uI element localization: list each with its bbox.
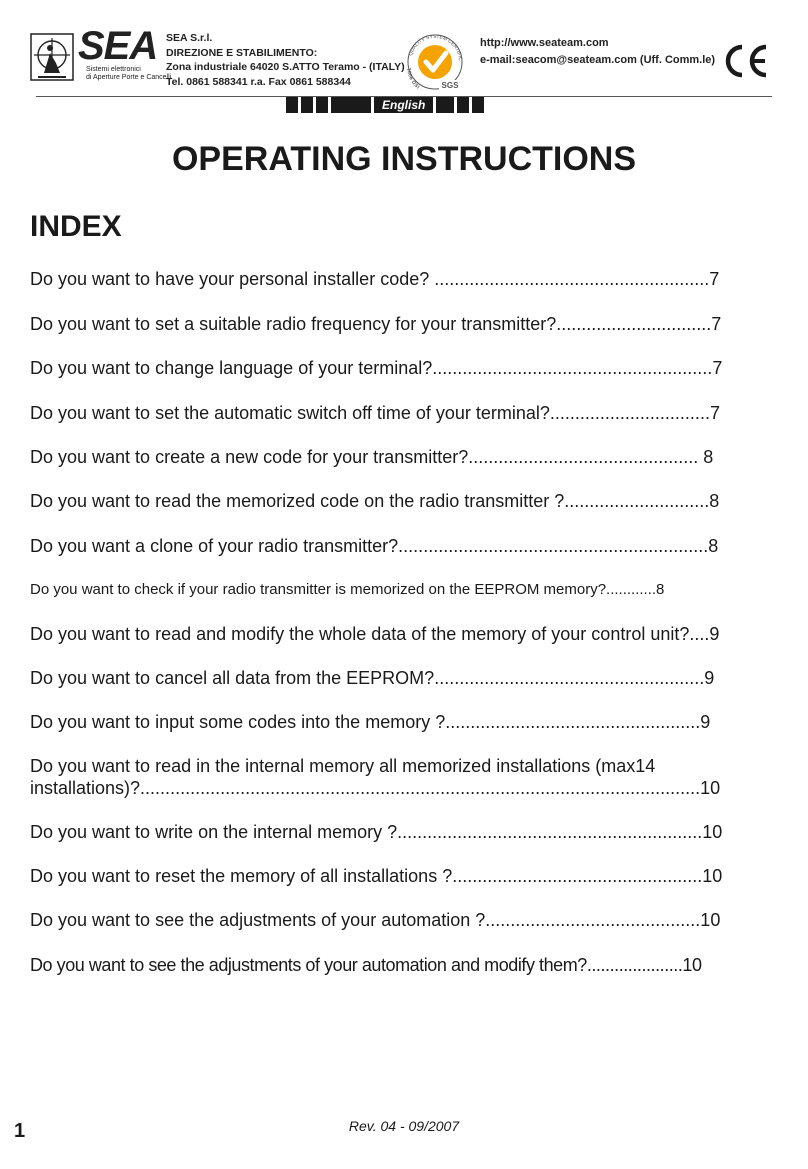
index-entry-read-installations-cont[interactable]: installations)?................................................................................................................10 (30, 778, 721, 798)
company-phone: Tel. 0861 588341 r.a. Fax 0861 588344 (166, 75, 351, 88)
language-bar-block (472, 97, 484, 113)
language-bar-block (286, 97, 298, 113)
company-location: Zona industriale 64020 S.ATTO Teramo - (ITALY) (166, 61, 405, 73)
ce-mark-icon (722, 43, 770, 79)
index-entry-read-installations[interactable]: Do you want to read in the internal memory all memorized installations (max14 (30, 756, 656, 776)
language-label: English (374, 97, 433, 113)
index-entry-input-codes[interactable]: Do you want to input some codes into the memory ?...................................................9 (30, 712, 711, 732)
language-bar-block (436, 97, 454, 113)
index-entry-radio-frequency[interactable]: Do you want to set a suitable radio frequency for your transmitter?...............................7 (30, 314, 722, 334)
index-entry-reset-memory[interactable]: Do you want to reset the memory of all installations ?..................................................10 (30, 866, 723, 886)
document-title: OPERATING INSTRUCTIONS (171, 140, 637, 178)
svg-text:QUALITY SYSTEM CERTIFICATION: QUALITY SYSTEM CERTIFIC (407, 33, 464, 62)
index-heading: INDEX (30, 210, 122, 243)
index-entry-cancel-eeprom[interactable]: Do you want to cancel all data from the EEPROM?......................................................9 (30, 668, 715, 688)
index-entry-write-memory[interactable]: Do you want to write on the internal memory ?.............................................................10 (30, 822, 723, 842)
index-entry-create-code[interactable]: Do you want to create a new code for your transmitter?.............................................. 8 (30, 447, 714, 467)
page-number: 1 (14, 1120, 26, 1142)
company-department: DIREZIONE E STABILIMENTO: (166, 46, 318, 59)
index-entry-change-language[interactable]: Do you want to change language of your terminal?........................................................7 (30, 358, 723, 378)
website-link[interactable]: http://www.seateam.com (480, 37, 609, 49)
index-entry-read-code[interactable]: Do you want to read the memorized code on the radio transmitter ?.............................8 (30, 491, 720, 511)
contact-info (480, 35, 715, 69)
quality-certification-icon (399, 32, 471, 92)
language-bar-block (331, 97, 371, 113)
index-entry-see-adjustments[interactable]: Do you want to see the adjustments of your automation ?...........................................10 (30, 910, 721, 930)
language-bar (286, 97, 484, 113)
language-bar-block (316, 97, 328, 113)
index-entry-check-eeprom[interactable]: Do you want to check if your radio transmitter is memorized on the EEPROM memory?............8 (30, 581, 665, 598)
index-entry-switch-off-time[interactable]: Do you want to set the automatic switch off time of your terminal?................................7 (30, 403, 720, 423)
index-entry-modify-memory[interactable]: Do you want to read and modify the whole data of the memory of your control unit?....9 (30, 624, 720, 644)
svg-text:SGS: SGS (441, 81, 459, 90)
logo-emblem-icon (30, 33, 74, 81)
index-entry-modify-adjustments[interactable]: Do you want to see the adjustments of your automation and modify them?.....................10 (30, 955, 702, 975)
company-name: SEA S.r.l. (166, 32, 213, 44)
svg-text:ISO 9001: ISO 9001 (406, 67, 422, 90)
language-bar-block (457, 97, 469, 113)
index-entry-installer-code[interactable]: Do you want to have your personal installer code? .......................................................7 (30, 269, 720, 289)
logo-tagline: Sistemi elettronici di Aperture Porte e Cancelli (86, 66, 172, 81)
index-entry-clone-transmitter[interactable]: Do you want a clone of your radio transmitter?..............................................................8 (30, 536, 719, 556)
email-link[interactable]: e-mail:seacom@seateam.com (Uff. Comm.le) (480, 54, 716, 66)
language-bar-block (301, 97, 313, 113)
certification-seal (399, 32, 471, 92)
revision-label: Rev. 04 - 09/2007 (348, 1118, 460, 1134)
company-address (166, 31, 405, 89)
logo-wordmark: SEA (78, 24, 158, 68)
